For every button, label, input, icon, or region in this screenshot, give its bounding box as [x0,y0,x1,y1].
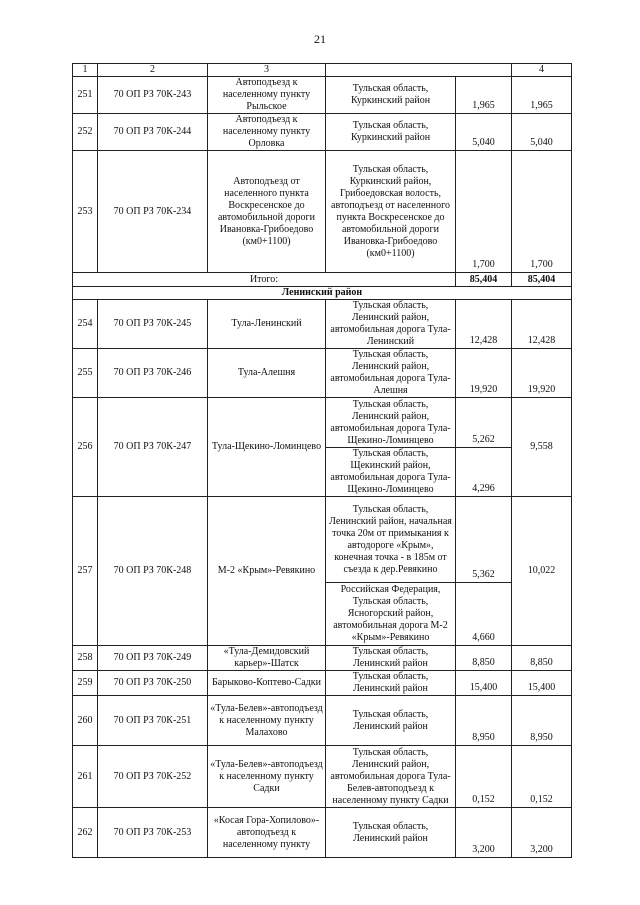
row-number: 257 [73,497,98,646]
road-location: Тульская область, Ленинский район, автомобильная дорога Тула-Ленинский [326,300,456,349]
row-number: 255 [73,349,98,398]
road-code: 70 ОП РЗ 70К-245 [98,300,208,349]
row-number: 258 [73,646,98,671]
road-total: 9,558 [512,398,572,497]
road-total: 8,950 [512,696,572,746]
header-cell: 3 [208,64,326,77]
page-number: 21 [314,32,326,46]
road-length: 5,262 [456,398,512,448]
road-length: 4,296 [456,448,512,497]
table-row [73,114,572,151]
road-name: Тула-Алешня [208,349,326,398]
road-code: 70 ОП РЗ 70К-250 [98,671,208,696]
road-location: Тульская область, Ленинский район [326,696,456,746]
section-row [73,287,572,300]
road-location: Тульская область, Щекинский район, автомобильная дорога Тула-Щекино-Ломинцево [326,448,456,497]
road-code: 70 ОП РЗ 70К-243 [98,77,208,114]
road-name: Тула-Щекино-Ломинцево [208,398,326,497]
road-name: Автоподъезд к населенному пункту Рыльское [208,77,326,114]
table-row [73,398,572,448]
road-name: «Тула-Белев»-автоподъезд к населенному пункту Садки [208,746,326,808]
table-row [73,497,572,583]
road-location: Тульская область, Ленинский район [326,646,456,671]
road-length: 8,950 [456,696,512,746]
road-total: 0,152 [512,746,572,808]
road-total: 19,920 [512,349,572,398]
header-cell: 1 [73,64,98,77]
road-length: 5,040 [456,114,512,151]
total-sum: 85,404 [512,273,572,287]
road-total: 5,040 [512,114,572,151]
table-row [73,646,572,671]
road-length: 0,152 [456,746,512,808]
road-total: 8,850 [512,646,572,671]
road-code: 70 ОП РЗ 70К-247 [98,398,208,497]
table-row [73,808,572,858]
road-name: «Тула-Демидовский карьер»-Шатск [208,646,326,671]
row-number: 256 [73,398,98,497]
road-total: 12,428 [512,300,572,349]
road-length: 12,428 [456,300,512,349]
road-code: 70 ОП РЗ 70К-251 [98,696,208,746]
road-location: Тульская область, Ленинский район, автомобильная дорога Тула-Белев-автоподъезд к населенному пункту Садки [326,746,456,808]
road-name: Автоподъезд от населенного пункта Воскресенское до автомобильной дороги Ивановка-Грибоедово (км0+1100) [208,151,326,273]
road-length: 1,965 [456,77,512,114]
road-code: 70 ОП РЗ 70К-246 [98,349,208,398]
road-code: 70 ОП РЗ 70К-244 [98,114,208,151]
table-row [73,151,572,273]
row-number: 252 [73,114,98,151]
row-number: 253 [73,151,98,273]
road-code: 70 ОП РЗ 70К-234 [98,151,208,273]
row-number: 254 [73,300,98,349]
road-name: «Косая Гора-Хопилово»-автоподъезд к населенному пункту [208,808,326,858]
road-location: Российская Федерация, Тульская область, Ясногорский район, автомобильная дорога М-2 «Крым»-Ревякино [326,583,456,646]
row-number: 262 [73,808,98,858]
road-location: Тульская область, Ленинский район, автомобильная дорога Тула-Щекино-Ломинцево [326,398,456,448]
road-total: 1,700 [512,151,572,273]
road-code: 70 ОП РЗ 70К-248 [98,497,208,646]
table-row [73,746,572,808]
road-length: 8,850 [456,646,512,671]
total-length: 85,404 [456,273,512,287]
header-cell: 4 [512,64,572,77]
road-code: 70 ОП РЗ 70К-253 [98,808,208,858]
road-total: 1,965 [512,77,572,114]
road-location: Тульская область, Куркинский район, Грибоедовская волость, автоподъезд от населенного пункта Воскресенское до автомобильной дороги Ивановка-Грибоедово (км0+1100) [326,151,456,273]
header-row [73,64,572,77]
road-location: Тульская область, Куркинский район [326,114,456,151]
road-location: Тульская область, Ленинский район [326,671,456,696]
road-name: Барыково-Коптево-Садки [208,671,326,696]
road-location: Тульская область, Куркинский район [326,77,456,114]
table-row [73,300,572,349]
total-label: Итого: [73,273,456,287]
row-number: 259 [73,671,98,696]
road-total: 15,400 [512,671,572,696]
road-length: 5,362 [456,497,512,583]
road-name: М-2 «Крым»-Ревякино [208,497,326,646]
table-row [73,696,572,746]
row-number: 261 [73,746,98,808]
table-row [73,77,572,114]
road-location: Тульская область, Ленинский район, начальная точка 20м от примыкания к автодороге «Крым», конечная точка - в 185м от съезда к дер.Ревякино [326,497,456,583]
road-total: 10,022 [512,497,572,646]
row-number: 260 [73,696,98,746]
road-name: Автоподъезд к населенному пункту Орловка [208,114,326,151]
header-cell: 2 [98,64,208,77]
road-code: 70 ОП РЗ 70К-249 [98,646,208,671]
road-code: 70 ОП РЗ 70К-252 [98,746,208,808]
table-row [73,671,572,696]
row-number: 251 [73,77,98,114]
road-length: 19,920 [456,349,512,398]
road-total: 3,200 [512,808,572,858]
section-title: Ленинский район [73,287,572,300]
road-name: Тула-Ленинский [208,300,326,349]
road-length: 1,700 [456,151,512,273]
road-location: Тульская область, Ленинский район, автомобильная дорога Тула- Алешня [326,349,456,398]
total-row [73,273,572,287]
road-length: 15,400 [456,671,512,696]
road-length: 3,200 [456,808,512,858]
table-row [73,349,572,398]
header-cell [326,64,512,77]
road-name: «Тула-Белев»-автоподъезд к населенному пункту Малахово [208,696,326,746]
road-location: Тульская область, Ленинский район [326,808,456,858]
road-length: 4,660 [456,583,512,646]
roads-table [72,63,572,858]
